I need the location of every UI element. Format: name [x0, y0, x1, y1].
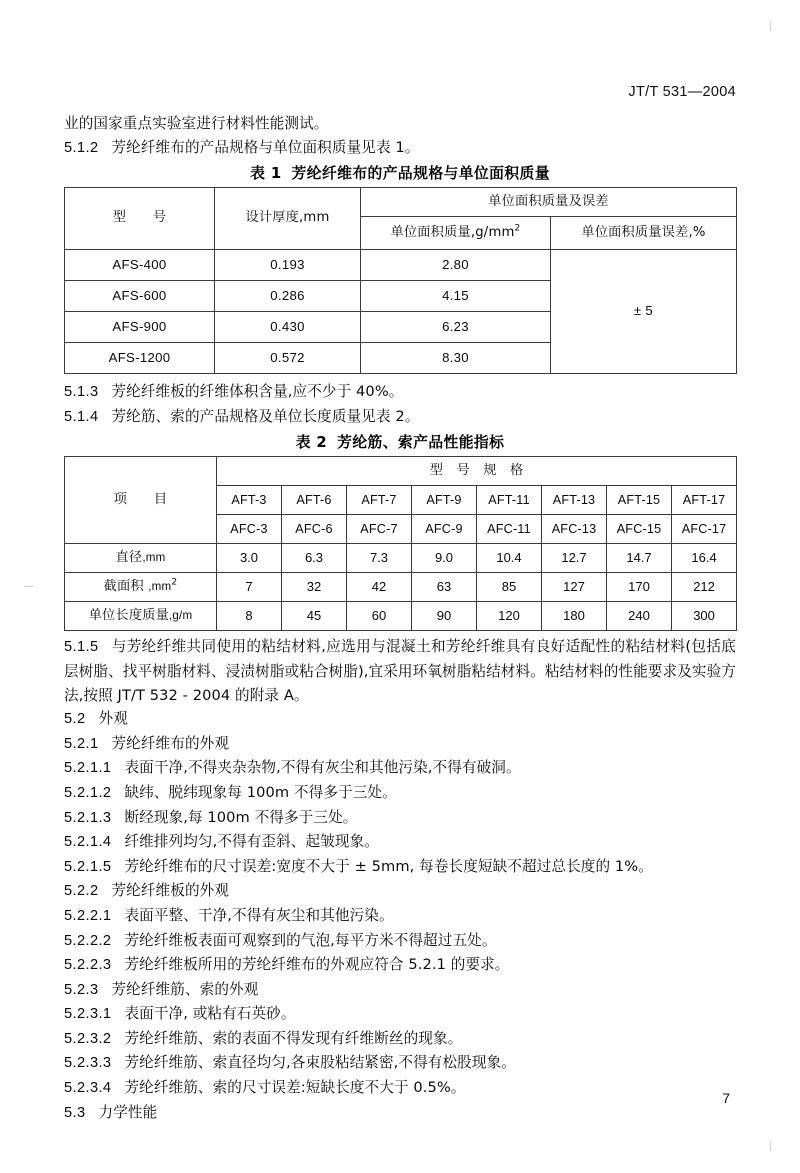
table1-col-model: 型 号 [65, 188, 215, 250]
clause-text: 缺纬、脱纬现象每 100m 不得多于三处。 [124, 783, 397, 801]
clause-5-1-2 [64, 136, 736, 161]
table2-model-afc: AFC-9 [412, 515, 477, 544]
clause-5-3 [64, 1101, 736, 1126]
clause-5-2-3-4 [64, 1076, 736, 1101]
table1-caption-title: 芳纶纤维布的产品规格与单位面积质量 [291, 165, 550, 183]
table2-cell: 127 [542, 573, 607, 602]
clause-5-2-2-1 [64, 904, 736, 929]
table2-row-label: 单位长度质量,g/m [65, 602, 217, 631]
table2-cell: 9.0 [412, 544, 477, 573]
clause-text: 芳纶纤维布的外观 [111, 734, 230, 752]
clause-number: 5.2 [64, 711, 86, 728]
clause-text: 芳纶纤维筋、索的外观 [111, 980, 259, 998]
clause-text: 芳纶筋、索的产品规格及单位长度质量见表 2。 [111, 407, 420, 425]
page-number: 7 [722, 1090, 730, 1106]
clause-5-2-1-3 [64, 806, 736, 831]
clause-5-2-1-2 [64, 781, 736, 806]
clause-5-2 [64, 707, 736, 732]
table2-cell: 12.7 [542, 544, 607, 573]
clause-text: 芳纶纤维筋、索直径均匀,各束股粘结紧密,不得有松股现象。 [124, 1054, 516, 1072]
table2-model-afc: AFC-11 [477, 515, 542, 544]
clause-text: 与芳纶纤维共同使用的粘结材料,应选用与混凝土和芳纶纤维具有良好适配性的粘结材料(包括底层树脂、找平树脂材料、浸渍树脂或粘合树脂),宜采用环氧树脂粘结材料。粘结材料的性能要求及实验方法,按照 JT/T 532 - 2004 的附录 A。 [64, 638, 736, 704]
table2-cell: 3.0 [217, 544, 282, 573]
table1-header-row-1 [65, 188, 737, 217]
clause-text: 芳纶纤维板表面可观察到的气泡,每平方米不得超过五处。 [124, 931, 497, 949]
clause-text: 外观 [98, 710, 128, 728]
clause-5-2-3 [64, 978, 736, 1003]
clause-text: 芳纶纤维筋、索的表面不得发现有纤维断丝的现象。 [124, 1029, 463, 1047]
table2-model-aft: AFT-11 [477, 486, 542, 515]
table2-row-diameter [65, 544, 737, 573]
table2-caption-label: 表 2 [295, 434, 328, 452]
table2-cell: 10.4 [477, 544, 542, 573]
clause-number: 5.2.1.3 [64, 809, 112, 826]
table2-row-label: 截面积 $,mm^2$ [65, 573, 217, 602]
document-header-code: JT/T 531—2004 [628, 84, 736, 100]
table2-model-afc: AFC-13 [542, 515, 607, 544]
clause-number: 5.3 [64, 1104, 86, 1121]
table2-cell: 180 [542, 602, 607, 631]
clause-5-1-3 [64, 380, 736, 405]
clause-number: 5.2.1.1 [64, 760, 112, 777]
table2-cell: 7 [217, 573, 282, 602]
table1-cell-model: AFS-900 [65, 312, 215, 343]
table2-model-afc: AFC-6 [282, 515, 347, 544]
table2-cell: 63 [412, 573, 477, 602]
clause-5-2-2-2 [64, 929, 736, 954]
table1-col-thickness: 设计厚度,mm [215, 188, 361, 250]
table2-model-aft: AFT-3 [217, 486, 282, 515]
table1-cell-thickness: 0.193 [215, 250, 361, 281]
table1-cell-model: AFS-600 [65, 281, 215, 312]
clause-number: 5.2.3 [64, 981, 99, 998]
registration-tick-bottom [770, 1142, 771, 1151]
clause-number: 5.2.1.5 [64, 858, 112, 875]
table2-cell: 90 [412, 602, 477, 631]
registration-tick-left [24, 586, 33, 587]
clause-text: 芳纶纤维板的纤维体积含量,应不少于 40%。 [111, 383, 404, 401]
table1-cell-thickness: 0.430 [215, 312, 361, 343]
clause-number: 5.2.2.3 [64, 957, 112, 974]
table2-cell: 6.3 [282, 544, 347, 573]
clause-text: 芳纶纤维筋、索的尺寸误差:短缺长度不大于 0.5%。 [124, 1079, 466, 1097]
clause-5-1-5 [64, 635, 736, 707]
table1-product-specs [64, 187, 737, 374]
clause-5-2-3-3 [64, 1051, 736, 1076]
table2-cell: 42 [347, 573, 412, 602]
table2-cell: 300 [672, 602, 737, 631]
table1-cell-mass: 6.23 [361, 312, 551, 343]
clause-number: 5.2.1.4 [64, 834, 112, 851]
clause-5-2-3-2 [64, 1027, 736, 1052]
table1-cell-thickness: 0.572 [215, 343, 361, 374]
table2-cell: 212 [672, 573, 737, 602]
registration-tick-top [770, 22, 771, 31]
clause-text: 断经现象,每 100m 不得多于三处。 [124, 808, 358, 826]
table2-col-item: 项 目 [65, 457, 217, 544]
table2-model-aft: AFT-9 [412, 486, 477, 515]
clause-text: 力学性能 [98, 1103, 158, 1121]
clause-number: 5.2.2.2 [64, 932, 112, 949]
table1-cell-model: AFS-1200 [65, 343, 215, 374]
clause-5-2-1-4 [64, 830, 736, 855]
table1-cell-mass: 2.80 [361, 250, 551, 281]
table2-row-linear-mass [65, 602, 737, 631]
table2-model-aft: AFT-15 [607, 486, 672, 515]
clause-text: 表面干净,不得夹杂杂物,不得有灰尘和其他污染,不得有破洞。 [124, 759, 521, 777]
clause-number: 5.1.5 [64, 639, 99, 656]
table2-model-aft: AFT-13 [542, 486, 607, 515]
table2-group-spec: 型 号 规 格 [217, 457, 737, 486]
table2-model-aft: AFT-7 [347, 486, 412, 515]
table1-cell-mass: 4.15 [361, 281, 551, 312]
table2-cell: 85 [477, 573, 542, 602]
clause-text: 纤维排列均匀,不得有歪斜、起皱现象。 [124, 833, 379, 851]
table2-cell: 120 [477, 602, 542, 631]
clause-5-2-1-5 [64, 855, 736, 880]
clause-text: 表面干净, 或粘有石英砂。 [124, 1005, 296, 1023]
clause-number: 5.2.1.2 [64, 784, 112, 801]
clause-5-2-1 [64, 732, 736, 757]
table2-model-afc: AFC-15 [607, 515, 672, 544]
clause-number: 5.2.3.2 [64, 1030, 112, 1047]
table2-cell: 8 [217, 602, 282, 631]
clause-number: 5.2.1 [64, 735, 99, 752]
table2-performance-indicators [64, 456, 737, 631]
table2-row-label: 直径,mm [65, 544, 217, 573]
table2-cell: 16.4 [672, 544, 737, 573]
clause-number: 5.1.3 [64, 384, 99, 401]
table2-cell: 45 [282, 602, 347, 631]
table2-cell: 170 [607, 573, 672, 602]
clause-number: 5.2.3.3 [64, 1055, 112, 1072]
clause-text: 芳纶纤维板所用的芳纶纤维布的外观应符合 5.2.1 的要求。 [124, 956, 510, 974]
table1-caption [64, 163, 736, 185]
table2-cell: 60 [347, 602, 412, 631]
table2-cell: 14.7 [607, 544, 672, 573]
table2-cell: 7.3 [347, 544, 412, 573]
clause-5-2-1-1 [64, 756, 736, 781]
clause-number: 5.2.2 [64, 883, 99, 900]
table2-cell: 240 [607, 602, 672, 631]
clause-text: 芳纶纤维板的外观 [111, 882, 230, 900]
table1-cell-model: AFS-400 [65, 250, 215, 281]
table1-col-mass-error: 单位面积质量误差,% [551, 217, 737, 250]
table1-cell-error: ± 5 [551, 250, 737, 374]
table2-model-afc: AFC-3 [217, 515, 282, 544]
table2-caption [64, 432, 736, 454]
table2-model-afc: AFC-7 [347, 515, 412, 544]
table1-row [65, 250, 737, 281]
clause-5-2-2-3 [64, 953, 736, 978]
clause-number: 5.1.2 [64, 139, 99, 156]
clause-number: 5.2.2.1 [64, 907, 112, 924]
table1-group-mass-error: 单位面积质量及误差 [361, 188, 737, 217]
table1-cell-thickness: 0.286 [215, 281, 361, 312]
clause-number: 5.2.3.1 [64, 1006, 112, 1023]
table2-model-aft: AFT-6 [282, 486, 347, 515]
clause-number: 5.1.4 [64, 408, 99, 425]
table2-model-aft: AFT-17 [672, 486, 737, 515]
clause-number: 5.2.3.4 [64, 1080, 112, 1097]
clause-text: 表面平整、干净,不得有灰尘和其他污染。 [124, 906, 394, 924]
clause-5-1-4 [64, 405, 736, 430]
table2-header-row-group [65, 457, 737, 486]
clause-text: 芳纶纤维布的尺寸误差:宽度不大于 ± 5mm, 每卷长度短缺不超过总长度的 1%。 [124, 857, 653, 875]
table2-cell: 32 [282, 573, 347, 602]
clause-5-2-2 [64, 879, 736, 904]
table2-model-afc: AFC-17 [672, 515, 737, 544]
clause-5-2-3-1 [64, 1002, 736, 1027]
table1-col-unit-mass: 单位面积质量$,g/mm^2$ [361, 217, 551, 250]
table1-cell-mass: 8.30 [361, 343, 551, 374]
table2-row-area [65, 573, 737, 602]
paragraph-continuation: 业的国家重点实验室进行材料性能测试。 [64, 115, 329, 132]
table1-caption-label: 表 1 [250, 165, 282, 183]
table2-caption-title: 芳纶筋、索产品性能指标 [337, 434, 505, 452]
clause-text: 芳纶纤维布的产品规格与单位面积质量见表 1。 [111, 138, 420, 156]
